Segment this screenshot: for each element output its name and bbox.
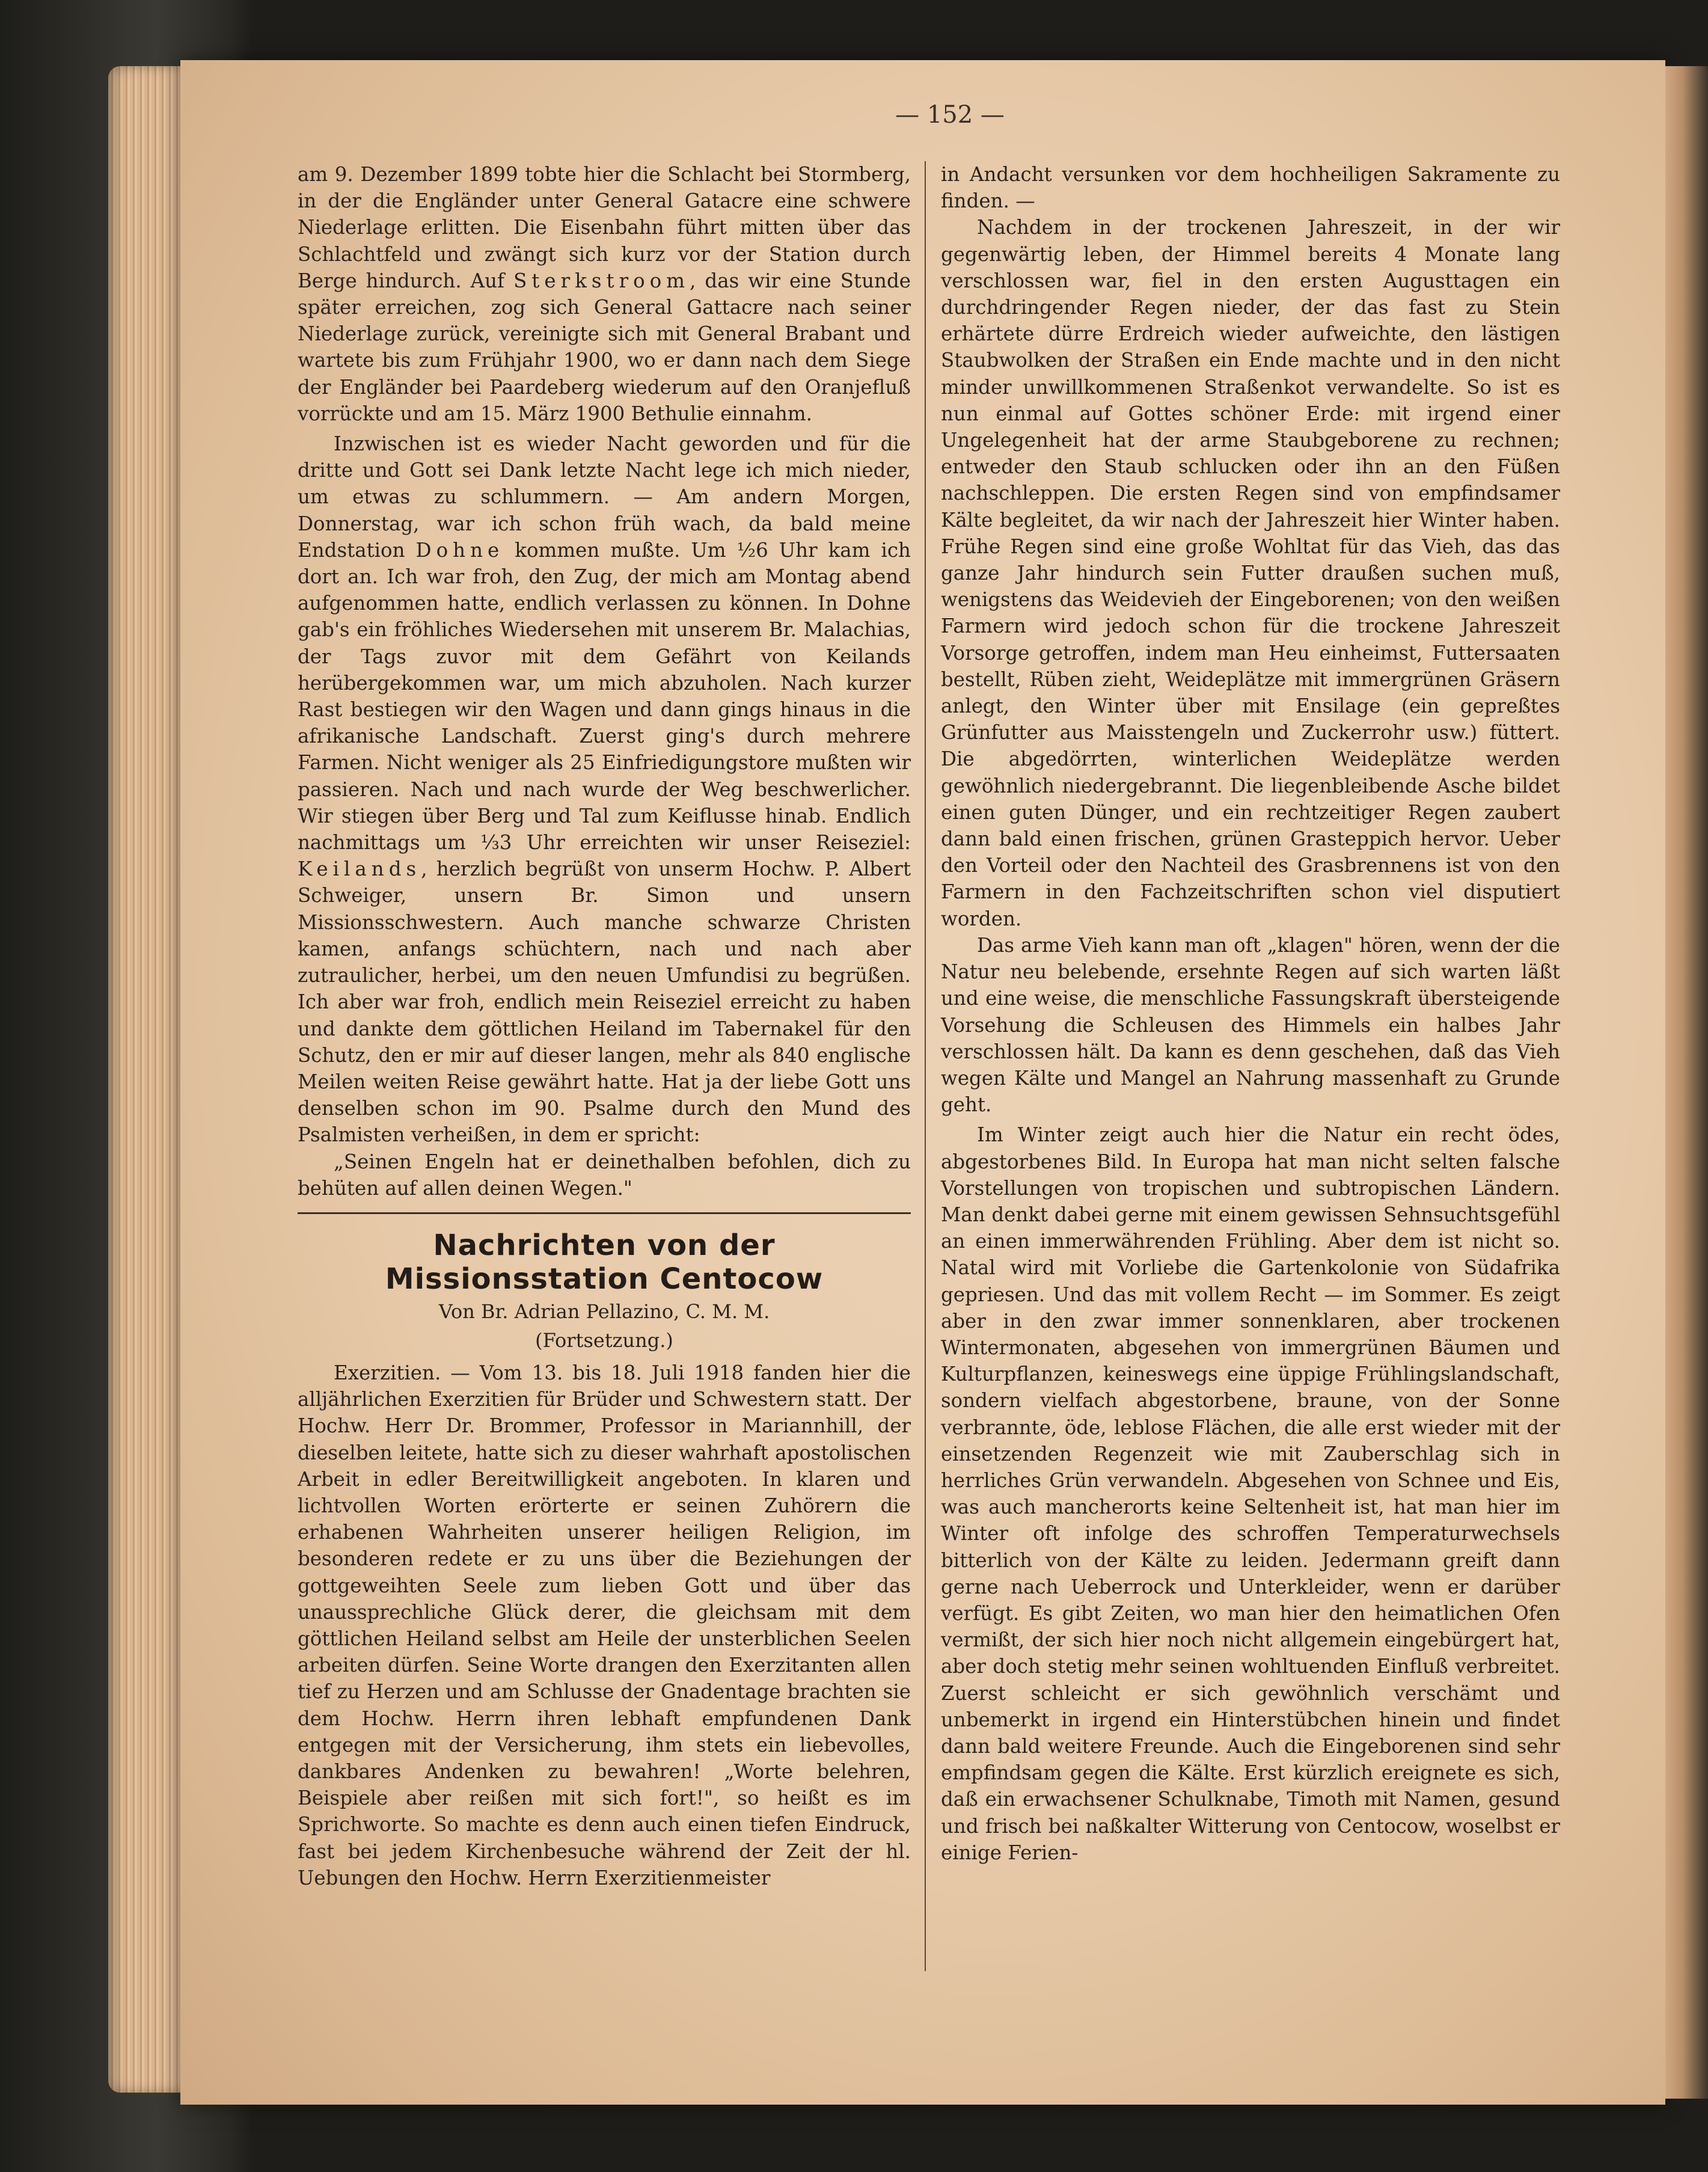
section-divider bbox=[298, 1212, 911, 1214]
right-paragraph-1: in Andacht versunken vor dem hochheiligen Sakramente zu finden. — bbox=[941, 163, 1560, 213]
continued-note: (Fortsetzung.) bbox=[535, 1328, 673, 1352]
left-paragraph-3: Exerzitien. — Vom 13. bis 18. Juli 1918 fanden hier die alljährlichen Exerzitien für Brüder und Schwestern statt. Der Hochw. Herr Dr. Brommer, Professor in Mariannhill, der dieselben leitete, hatte sich zu dieser wahrhaft apostolischen Arbeit in edler Bereitwilligkeit angeboten. In klaren und lichtvollen Worten erörterte er seinen Zuhörern die erhabenen Wahrheiten unserer heiligen Religion, im besonderen redete er zu uns über die Beziehungen der gottgeweihten Seele zum lieben Gott und über das unaussprechliche Glück derer, die gleichsam mit dem göttlichen Heiland selbst am Heile der unsterblichen Seelen arbeiten dürfen. Seine Worte drangen den Exerzitanten allen tief zu Herzen und am Schlusse der Gnadentage brachten sie dem Hochw. Herrn ihren lebhaft empfundenen Dank entgegen mit der Versicherung, ihm stets ein liebevolles, dankbares Andenken zu bewahren! „Worte belehren, Beispiele aber reißen mit sich fort!", so heißt es im Sprichworte. So machte es denn auch einen tiefen Eindruck, fast bei jedem Kirchenbesuche während der Zeit der hl. Uebungen den Hochw. Herrn Exerzitienmeister bbox=[298, 1361, 911, 1889]
left-column bbox=[298, 161, 911, 1891]
psalm-quote: „Seinen Engeln hat er deinethalben befohlen, dich zu behüten auf allen deinen Wegen." bbox=[298, 1150, 911, 1200]
author-line: Von Br. Adrian Pellazino, C. M. M. bbox=[438, 1299, 770, 1323]
right-paragraph-3: Das arme Vieh kann man oft „klagen" hören, wenn der die Natur neu belebende, ersehnte Regen auf sich warten läßt und eine weise, die menschliche Fassungskraft übersteigende Vorsehung die Schleusen des Himmels ein halbes Jahr verschlossen hält. Da kann es denn geschehen, daß das Vieh wegen Kälte und Mangel an Nahrung massenhaft zu Grunde geht. bbox=[941, 933, 1560, 1117]
page-edges bbox=[108, 66, 186, 2093]
left-paragraph-1: am 9. Dezember 1899 tobte hier die Schlacht bei Stormberg, in der die Engländer unter General Gatacre eine schwere Niederlage erlitten. Die Eisenbahn führt mitten über das Schlachtfeld und zwängt sich kurz vor der Station durch Berge hindurch. Auf Sterkstroom, das wir eine Stunde später erreichen, zog sich General Gattacre nach seiner Niederlage zurück, vereinigte sich mit General Brabant und wartete bis zum Frühjahr 1900, wo er dann nach dem Siege der Engländer bei Paardeberg wiederum auf den Oranjefluß vorrückte und am 15. März 1900 Bethulie einnahm. bbox=[298, 163, 911, 425]
column-divider bbox=[925, 161, 926, 1971]
right-column bbox=[941, 161, 1560, 1866]
section-title: Nachrichten von der Missionsstation Centocow bbox=[385, 1228, 824, 1296]
right-paragraph-2: Nachdem in der trockenen Jahreszeit, in der wir gegenwärtig leben, der Himmel bereits 4 Monate lang verschlossen war, fiel in den ersten Augusttagen ein durchdringender Regen nieder, der das fast zu Stein erhärtete dürre Erdreich wieder aufweichte, den lästigen Staubwolken der Straßen ein Ende machte und in den nicht minder unwillkommenen Straßenkot verwandelte. So ist es nun einmal auf Gottes schöner Erde: mit irgend einer Ungelegenheit hat der arme Staubgeborene zu rechnen; entweder den Staub schlucken oder ihn an den Füßen nachschleppen. Die ersten Regen sind von empfindsamer Kälte begleitet, da wir nach der Jahreszeit hier Winter haben. Frühe Regen sind eine große Wohltat für das Vieh, das das ganze Jahr hindurch sein Futter draußen suchen muß, wenigstens das Weidevieh der Eingeborenen; von den weißen Farmern wird jedoch schon für die trockene Jahreszeit Vorsorge getroffen, indem man Heu einheimst, Futtersaaten bestellt, Rüben zieht, Weideplätze mit immergrünen Gräsern anlegt, den Winter über mit Ensilage (ein gepreßtes Grünfutter aus Maisstengeln und Zuckerrohr usw.) füttert. Die abgedörrten, winterlichen Weideplätze werden gewöhnlich niedergebrannt. Die liegenbleibende Asche bildet einen guten Dünger, und ein rechtzeitiger Regen zaubert dann bald einen frischen, grünen Grasteppich hervor. Ueber den Vorteil oder den Nachteil des Grasbrennens ist von den Farmern in den Fachzeitschriften schon viel disputiert worden. bbox=[941, 216, 1560, 930]
right-paragraph-4: Im Winter zeigt auch hier die Natur ein recht ödes, abgestorbenes Bild. In Europa hat man nicht selten falsche Vorstellungen von tropischen und subtropischen Ländern. Man denkt dabei gerne mit einem gewissen Sehnsuchtsgefühl an einen immerwährenden Frühling. Aber dem ist nicht so. Natal wird mit Vorliebe die Gartenkolonie von Südafrika gepriesen. Und das mit vollem Recht — im Sommer. Es zeigt aber in den zwar immer sonnenklaren, aber trockenen Wintermonaten, abgesehen von immergrünen Bäumen und Kulturpflanzen, keineswegs eine üppige Frühlingslandschaft, sondern vielfach abgestorbene, braune, von der Sonne verbrannte, öde, leblose Flächen, die alle erst wieder mit der einsetzenden Regenzeit wie mit Zauberschlag sich in herrliches Grün verwandeln. Abgesehen von Schnee und Eis, was auch mancherorts keine Seltenheit ist, hat man hier im Winter oft infolge des schroffen Temperaturwechsels bitterlich von der Kälte zu leiden. Jedermann greift dann gerne nach Ueberrock und Unterkleider, wenn er darüber verfügt. Es gibt Zeiten, wo man hier den heimatlichen Ofen vermißt, der sich hier noch nicht allgemein eingebürgert hat, aber doch stetig mehr seinen wohltuenden Einfluß verbreitet. Zuerst schleicht er sich gewöhnlich verschämt und unbemerkt in irgend ein Hinterstübchen hinein und findet dann bald weitere Freunde. Auch die Eingeborenen sind sehr empfindsam gegen die Kälte. Erst kürzlich ereignete es sich, daß ein erwachsener Schulknabe, Timoth mit Namen, gesund und frisch bei naßkalter Witterung von Centocow, woselbst er einige Ferien- bbox=[941, 1123, 1560, 1864]
page-number: — 152 — bbox=[895, 101, 1005, 129]
left-paragraph-2: Inzwischen ist es wieder Nacht geworden und für die dritte und Gott sei Dank letzte Nacht lege ich mich nieder, um etwas zu schlummern. — Am andern Morgen, Donnerstag, war ich schon früh wach, da bald meine Endstation Dohne kommen mußte. Um ½6 Uhr kam ich dort an. Ich war froh, den Zug, der mich am Montag abend aufgenommen hatte, endlich verlassen zu können. In Dohne gab's ein fröhliches Wiedersehen mit unserem Br. Malachias, der Tags zuvor mit dem Gefährt von Keilands herübergekommen war, um mich abzuholen. Nach kurzer Rast bestiegen wir den Wagen und dann gings hinaus in die afrikanische Landschaft. Zuerst ging's durch mehrere Farmen. Nicht weniger als 25 Einfriedigungstore mußten wir passieren. Nach und nach wurde der Weg beschwerlicher. Wir stiegen über Berg und Tal zum Keiflusse hinab. Endlich nachmittags um ⅓3 Uhr erreichten wir unser Reiseziel: Keilands, herzlich begrüßt von unserm Hochw. P. Albert Schweiger, unsern Br. Simon und unsern Missionsschwestern. Auch manche schwarze Christen kamen, anfangs schüchtern, nach und nach aber zutraulicher, herbei, um den neuen Umfundisi zu begrüßen. Ich aber war froh, endlich mein Reiseziel erreicht zu haben und dankte dem göttlichen Heiland im Tabernakel für den Schutz, den er mir auf dieser langen, mehr als 840 englische Meilen weiten Reise gewährt hatte. Hat ja der liebe Gott uns denselben schon im 90. Psalme durch den Mund des Psalmisten verheißen, in dem er spricht: bbox=[298, 432, 911, 1147]
page-gutter bbox=[1665, 66, 1708, 2099]
